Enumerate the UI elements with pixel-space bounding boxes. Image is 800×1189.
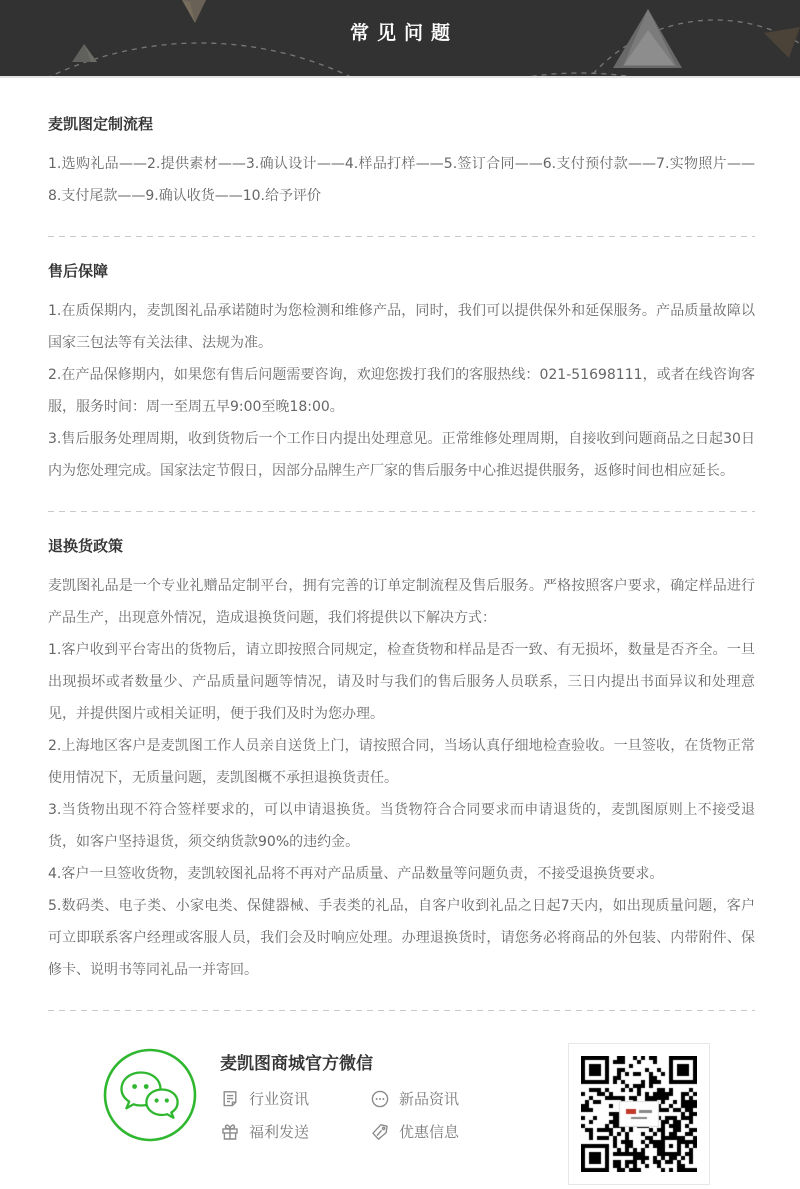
dashed-divider [48,511,755,512]
wechat-feature-benefits [220,1121,370,1142]
section-heading: 麦凯图定制流程 [48,115,154,133]
section-heading: 售后保障 [48,262,109,280]
wechat-feature-label: 福利发送 [249,1123,310,1141]
section-after-sales [48,261,755,487]
paragraph: 3.当货物出现不符合签样要求的，可以申请退换货。当货物符合合同要求而申请退货的，麦凯图原则上不接受退货，如客户坚持退货，须交纳货款90%的违约金。 [48,802,755,850]
ellipsis-circle-icon [370,1089,390,1109]
section-return-policy [48,536,755,986]
dashed-divider [48,236,755,237]
news-doc-icon [220,1089,240,1109]
wechat-feature-label: 行业资讯 [249,1090,310,1108]
paragraph: 4.客户一旦签收货物，麦凯较图礼品将不再对产品质量、产品数量等问题负责，不接受退换货要求。 [48,866,664,882]
wechat-title: 麦凯图商城官方微信 [220,1054,373,1074]
gift-icon [220,1122,240,1142]
paragraph: 3.售后服务处理周期，收到货物后一个工作日内提出处理意见。正常维修处理周期，自接收到问题商品之日起30日内为您处理完成。国家法定节假日，因部分品牌生产厂家的售后服务中心推迟提供服务，返修时间也相应延长。 [48,431,755,479]
wechat-feature-label: 新品资讯 [399,1090,460,1108]
paragraph: 麦凯图礼品是一个专业礼赠品定制平台，拥有完善的订单定制流程及售后服务。严格按照客户要求，确定样品进行产品生产，出现意外情况，造成退换货问题，我们将提供以下解决方式： [48,578,755,626]
wechat-feature-industry-news [220,1088,370,1109]
paragraph: 5.数码类、电子类、小家电类、保健器械、手表类的礼品，自客户收到礼品之日起7天内，如出现质量问题，客户可立即联系客户经理或客服人员，我们会及时响应处理。办理退换货时，请您务必将商品的外包装、内带附件、保修卡、说明书等同礼品一并寄回。 [48,898,755,978]
content [0,78,800,1185]
wechat-feature-grid [220,1088,520,1142]
section-heading: 退换货政策 [48,537,124,555]
paragraph: 1.在质保期内，麦凯图礼品承诺随时为您检测和维修产品，同时，我们可以提供保外和延保服务。产品质量故障以国家三包法等有关法律、法规为准。 [48,303,755,351]
discount-tag-icon [370,1122,390,1142]
wechat-footer [48,1035,755,1185]
paragraph: 1.选购礼品——2.提供素材——3.确认设计——4.样品打样——5.签订合同——6.支付预付款——7.实物照片——8.支付尾款——9.确认收货——10.给予评价 [48,156,755,204]
wechat-feature-promotions [370,1121,520,1142]
page-title: 常见问题 [349,22,458,44]
paragraph: 2.在产品保修期内，如果您有售后问题需要咨询，欢迎您拨打我们的客服热线：021-51698111，或者在线咨询客服，服务时间：周一至周五早9:00至晚18:00。 [48,367,755,415]
wechat-feature-label: 优惠信息 [399,1123,460,1141]
paragraph: 2.上海地区客户是麦凯图工作人员亲自送货上门，请按照合同，当场认真仔细地检查验收。一旦签收，在货物正常使用情况下，无质量问题，麦凯图概不承担退换货责任。 [48,738,755,786]
wechat-icon [100,1045,200,1145]
wechat-info [220,1045,520,1142]
paragraph: 1.客户收到平台寄出的货物后，请立即按照合同规定，检查货物和样品是否一致、有无损坏，数量是否齐全。一旦出现损坏或者数量少、产品质量问题等情况，请及时与我们的售后服务人员联系，三日内提出书面异议和处理意见，并提供图片或相关证明，便于我们及时为您办理。 [48,642,755,722]
dashed-divider [48,1010,755,1011]
wechat-feature-new-products [370,1088,520,1109]
section-custom-process [48,114,755,212]
page-header [0,0,800,78]
qr-code [568,1043,710,1185]
